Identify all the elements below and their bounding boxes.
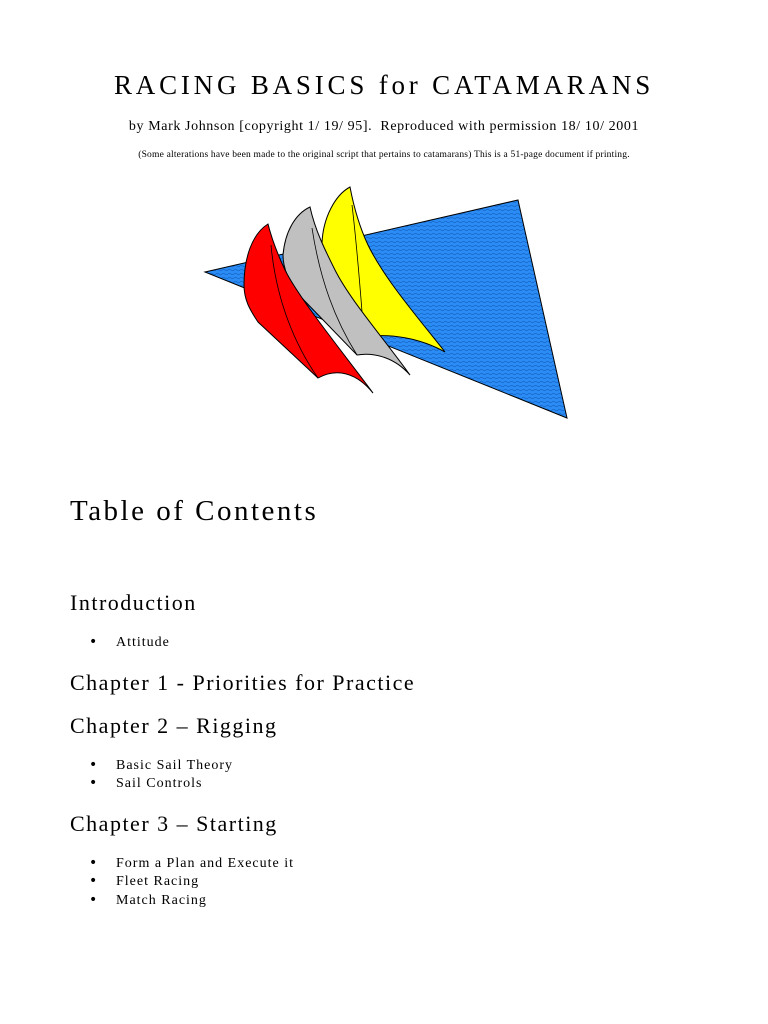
toc-item-match-racing: Match Racing	[116, 893, 207, 908]
toc-section-chapter-3: Chapter 3 – Starting	[70, 811, 278, 836]
toc-item-fleet-racing: Fleet Racing	[116, 874, 200, 889]
catamaran-sails-icon	[195, 180, 580, 430]
toc-item-attitude: Attitude	[116, 635, 170, 650]
list-item	[0, 894, 768, 910]
list-item	[0, 759, 768, 775]
bullet-icon	[89, 758, 97, 772]
document-note: (Some alterations have been made to the original script that pertains to catamarans) This is a 51-page document if printing.	[138, 150, 630, 160]
toc-item-form-a-plan: Form a Plan and Execute it	[116, 856, 295, 871]
list-item	[0, 636, 768, 652]
document-title: RACING BASICS for CATAMARANS	[113, 70, 655, 100]
bullet-icon	[89, 856, 97, 870]
toc-section-chapter-1: Chapter 1 - Priorities for Practice	[70, 670, 416, 695]
author-byline: by Mark Johnson [copyright 1/ 19/ 95]. Reproduced with permission 18/ 10/ 2001	[128, 119, 640, 134]
list-item	[0, 875, 768, 891]
bullet-icon	[89, 635, 97, 649]
toc-section-introduction: Introduction	[70, 590, 197, 615]
toc-item-basic-sail-theory: Basic Sail Theory	[116, 758, 234, 773]
list-item	[0, 777, 768, 793]
bullet-icon	[89, 893, 97, 907]
list-item	[0, 857, 768, 873]
bullet-icon	[89, 776, 97, 790]
toc-section-chapter-2: Chapter 2 – Rigging	[70, 713, 278, 738]
toc-item-sail-controls: Sail Controls	[116, 776, 203, 791]
bullet-icon	[89, 874, 97, 888]
toc-heading: Table of Contents	[70, 495, 319, 527]
